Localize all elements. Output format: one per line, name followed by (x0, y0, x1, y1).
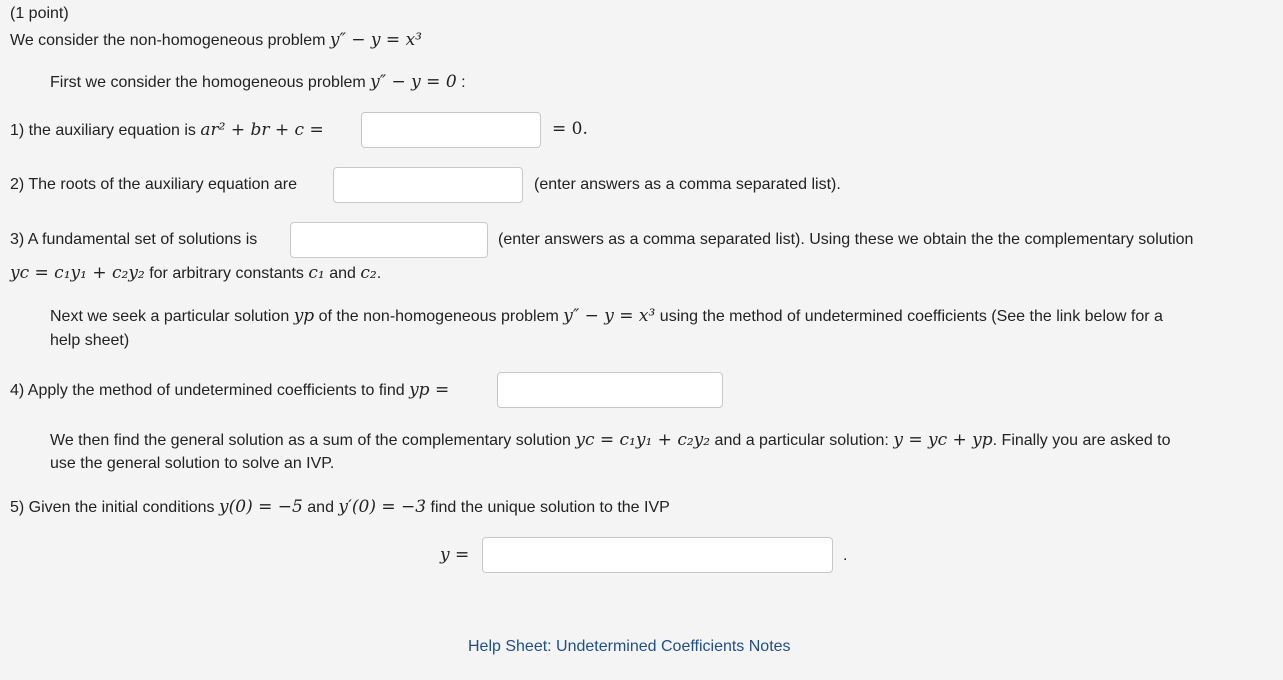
q3-line2-text: for arbitrary constants (149, 265, 304, 282)
q2-answer-input[interactable] (334, 168, 522, 202)
q5-and: and (307, 499, 334, 516)
general-text4: use the general solution to solve an IVP. (50, 455, 335, 472)
q4-equation: yp = (409, 380, 450, 400)
homogeneous-text: First we consider the homogeneous problem (50, 74, 366, 91)
help-sheet-link[interactable]: Help Sheet: Undetermined Coefficients Notes (468, 638, 791, 655)
q1-answer-box (361, 112, 541, 148)
complementary-equation: yc = c₁y₁ + c₂y₂ (10, 263, 145, 283)
intro-line (10, 30, 422, 50)
particular-text1: Next we seek a particular solution (50, 308, 290, 325)
q1-label-line (10, 120, 324, 140)
c2-symbol: c₂ (360, 263, 377, 283)
q3-line2 (10, 263, 381, 283)
general-text3: . Finally you are asked to (992, 432, 1171, 449)
q4-label-line (10, 380, 449, 400)
general-line1 (50, 430, 1171, 450)
homogeneous-line (50, 72, 466, 92)
q5-period: . (843, 547, 848, 564)
homogeneous-suffix: : (461, 74, 466, 91)
q5-ic2: y′(0) = −3 (338, 497, 427, 517)
q5-answer-box (482, 537, 833, 573)
q4-answer-input[interactable] (498, 373, 722, 407)
general-text2: and a particular solution: (714, 432, 889, 449)
particular-equation: y″ − y = x³ (563, 306, 656, 326)
q2-after: (enter answers as a comma separated list). (534, 176, 841, 193)
q2-answer-box (333, 167, 523, 203)
q1-label: 1) the auxiliary equation is (10, 122, 196, 139)
q5-label: 5) Given the initial conditions (10, 499, 215, 516)
intro-equation: y″ − y = x³ (329, 30, 422, 50)
particular-text2: of the non-homogeneous problem (318, 308, 559, 325)
particular-line1 (50, 306, 1163, 326)
q2-label: 2) The roots of the auxiliary equation are (10, 176, 297, 193)
q5-line (10, 497, 670, 517)
q5-ic1: y(0) = −5 (219, 497, 303, 517)
general-eq2: y = yc + yp (893, 430, 993, 450)
q1-after: = 0. (552, 119, 588, 139)
intro-text: We consider the non-homogeneous problem (10, 32, 326, 49)
q3-after: (enter answers as a comma separated list). Using these we obtain the the complementary solution (498, 231, 1194, 248)
particular-text4: help sheet) (50, 332, 130, 349)
q1-equation: ar² + br + c = (200, 120, 324, 140)
q5-equation: y = (440, 545, 470, 565)
c1-symbol: c₁ (308, 263, 325, 283)
q5-answer-input[interactable] (483, 538, 832, 572)
homogeneous-equation: y″ − y = 0 (370, 72, 457, 92)
q3-answer-box (290, 222, 488, 258)
q4-answer-box (497, 372, 723, 408)
particular-text3: using the method of undetermined coefficients (See the link below for a (659, 308, 1163, 325)
q3-label: 3) A fundamental set of solutions is (10, 231, 258, 248)
q3-answer-input[interactable] (291, 223, 487, 257)
q1-answer-input[interactable] (362, 113, 540, 147)
general-eq1: yc = c₁y₁ + c₂y₂ (575, 430, 711, 450)
q3-period: . (376, 265, 382, 282)
q5-after: find the unique solution to the IVP (430, 499, 670, 516)
general-text1: We then find the general solution as a sum of the complementary solution (50, 432, 571, 449)
q3-and: and (329, 265, 356, 282)
points-label: (1 point) (10, 5, 69, 22)
q4-label: 4) Apply the method of undetermined coefficients to find (10, 382, 405, 399)
particular-yp: yp (293, 306, 315, 326)
